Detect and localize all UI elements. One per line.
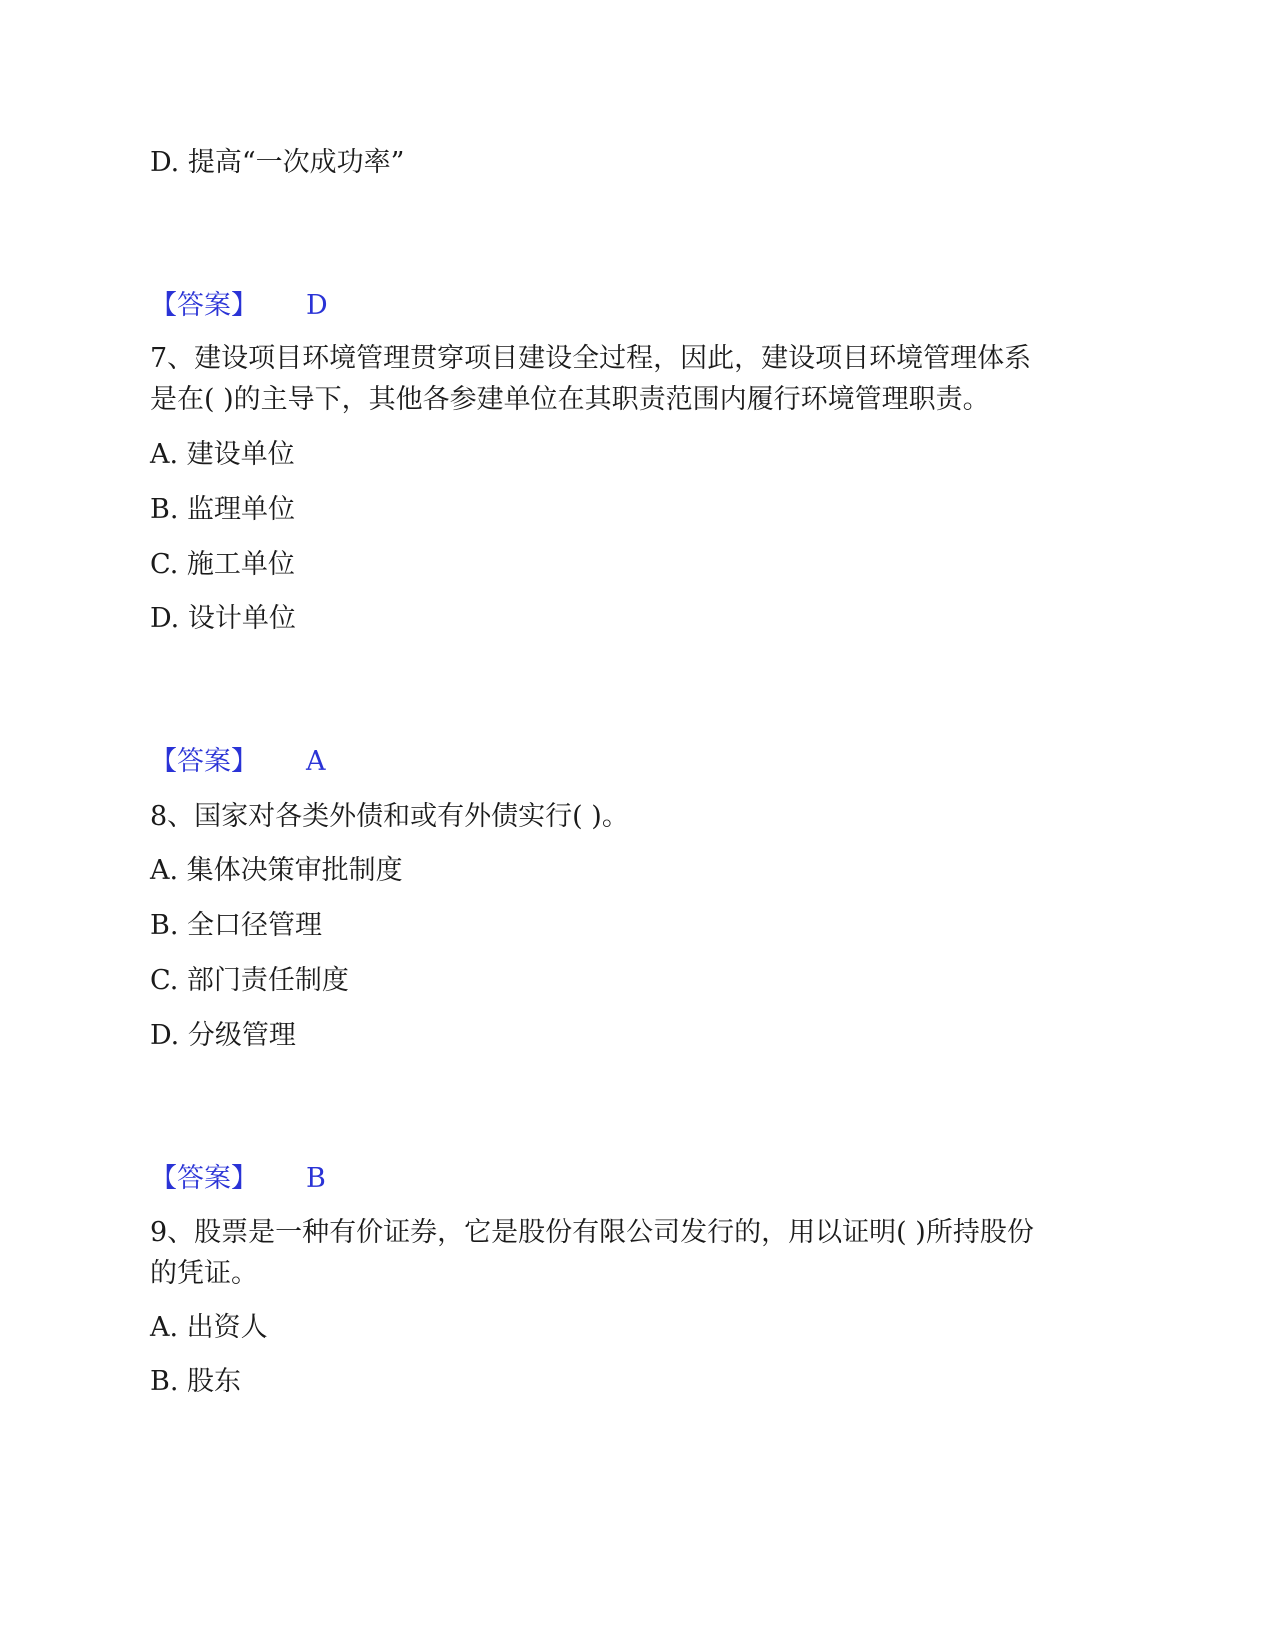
- q8-answer: [150, 1159, 326, 1199]
- q6-option-d: D. 提高“一次成功率”: [150, 147, 405, 178]
- answer-label: 【答案】: [150, 290, 258, 321]
- answer-label: 【答案】: [150, 1163, 258, 1194]
- q9-stem-line1: 9、股票是一种有价证券，它是股份有限公司发行的，用以证明( )所持股份: [150, 1217, 1034, 1248]
- q7-stem-line1: 7、建设项目环境管理贯穿项目建设全过程，因此，建设项目环境管理体系: [150, 343, 1032, 374]
- answer-value: D: [306, 290, 328, 321]
- q9-option-a: A. 出资人: [150, 1312, 268, 1343]
- q7-option-a: A. 建设单位: [150, 439, 295, 470]
- q9-option-b: B. 股东: [150, 1366, 242, 1397]
- q9-stem-line2: 的凭证。: [150, 1258, 258, 1289]
- q7-answer: [150, 742, 326, 782]
- q8-option-d: D. 分级管理: [150, 1020, 296, 1051]
- q7-option-c: C. 施工单位: [150, 549, 295, 580]
- q8-option-c: C. 部门责任制度: [150, 965, 349, 996]
- q7-stem-line2: 是在( )的主导下，其他各参建单位在其职责范围内履行环境管理职责。: [150, 384, 990, 415]
- answer-label: 【答案】: [150, 746, 258, 777]
- q8-option-a: A. 集体决策审批制度: [150, 855, 403, 886]
- answer-value: A: [306, 746, 326, 777]
- q7-option-b: B. 监理单位: [150, 494, 296, 525]
- q8-stem: 8、国家对各类外债和或有外债实行( )。: [150, 801, 629, 832]
- q6-answer: [150, 286, 328, 326]
- q8-option-b: B. 全口径管理: [150, 910, 323, 941]
- q7-option-d: D. 设计单位: [150, 603, 296, 634]
- answer-value: B: [306, 1163, 326, 1194]
